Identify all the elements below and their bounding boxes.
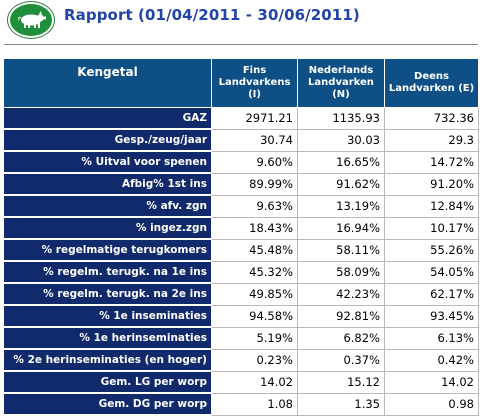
cell-nederlands: 16.65%: [298, 151, 385, 173]
cell-deens: 0.42%: [385, 349, 479, 371]
column-header-nederlands-landvarken: [298, 59, 385, 108]
row-label: % regelmatige terugkomers: [4, 239, 212, 261]
cell-deens: 0.98: [385, 393, 479, 415]
row-label: Afbig% 1st ins: [4, 173, 212, 195]
cell-fins: 5.19%: [212, 327, 298, 349]
row-label: % afv. zgn: [4, 195, 212, 217]
cell-nederlands: 13.19%: [298, 195, 385, 217]
cell-nederlands: 15.12: [298, 371, 385, 393]
header-line: (I): [248, 89, 261, 100]
row-label: % regelm. terugk. na 2e ins: [4, 283, 212, 305]
table-header-row: [4, 59, 479, 108]
cell-deens: 62.17%: [385, 283, 479, 305]
cell-nederlands: 58.11%: [298, 239, 385, 261]
header-line: Nederlands: [308, 65, 374, 76]
report-header: [0, 0, 482, 38]
row-label: % 1e herinseminaties: [4, 327, 212, 349]
header-line: Deens: [414, 71, 449, 82]
table-row: [4, 129, 479, 151]
row-label: % regelm. terugk. na 1e ins: [4, 261, 212, 283]
cell-deens: 93.45%: [385, 305, 479, 327]
table-row: [4, 261, 479, 283]
cell-fins: 2971.21: [212, 108, 298, 130]
cell-fins: 9.60%: [212, 151, 298, 173]
cell-fins: 94.58%: [212, 305, 298, 327]
row-label: % 1e inseminaties: [4, 305, 212, 327]
table-row: [4, 327, 479, 349]
cell-fins: 89.99%: [212, 173, 298, 195]
cell-deens: 14.72%: [385, 151, 479, 173]
kengetallen-table: [3, 58, 479, 416]
cell-deens: 732.36: [385, 108, 479, 130]
cell-nederlands: 42.23%: [298, 283, 385, 305]
cell-fins: 9.63%: [212, 195, 298, 217]
cell-deens: 91.20%: [385, 173, 479, 195]
row-label: Gem. DG per worp: [4, 393, 212, 415]
cell-deens: 29.3: [385, 129, 479, 151]
column-header-kengetal: Kengetal: [4, 59, 212, 108]
column-header-fins-landvarkens: [212, 59, 298, 108]
table-row: [4, 283, 479, 305]
pig-icon: [8, 2, 54, 38]
cell-fins: 49.85%: [212, 283, 298, 305]
cell-fins: 30.74: [212, 129, 298, 151]
table-row: [4, 393, 479, 415]
cell-nederlands: 0.37%: [298, 349, 385, 371]
cell-nederlands: 58.09%: [298, 261, 385, 283]
cell-nederlands: 30.03: [298, 129, 385, 151]
table-row: [4, 349, 479, 371]
cell-deens: 10.17%: [385, 217, 479, 239]
row-label: % ingez.zgn: [4, 217, 212, 239]
cell-nederlands: 6.82%: [298, 327, 385, 349]
header-divider: [4, 44, 478, 45]
table-row: [4, 195, 479, 217]
table-row: [4, 371, 479, 393]
cell-fins: 18.43%: [212, 217, 298, 239]
table-row: [4, 217, 479, 239]
cell-nederlands: 92.81%: [298, 305, 385, 327]
row-label: Gesp./zeug/jaar: [4, 129, 212, 151]
cell-fins: 14.02: [212, 371, 298, 393]
table-row: [4, 108, 479, 130]
table-row: [4, 239, 479, 261]
table-row: [4, 151, 479, 173]
cell-deens: 55.26%: [385, 239, 479, 261]
cell-fins: 45.48%: [212, 239, 298, 261]
cell-nederlands: 1.35: [298, 393, 385, 415]
cell-fins: 0.23%: [212, 349, 298, 371]
row-label: % Uitval voor spenen: [4, 151, 212, 173]
header-line: Fins: [242, 65, 267, 76]
cell-deens: 12.84%: [385, 195, 479, 217]
table-row: [4, 305, 479, 327]
cell-deens: 54.05%: [385, 261, 479, 283]
header-line: Landvarken (E): [388, 83, 475, 94]
cell-fins: 1.08: [212, 393, 298, 415]
row-label: GAZ: [4, 108, 212, 130]
cell-fins: 45.32%: [212, 261, 298, 283]
table-row: [4, 173, 479, 195]
header-line: Landvarkens: [218, 77, 291, 88]
column-header-deens-landvarken: [385, 59, 479, 108]
cell-nederlands: 1135.93: [298, 108, 385, 130]
cell-deens: 6.13%: [385, 327, 479, 349]
cell-deens: 14.02: [385, 371, 479, 393]
cell-nederlands: 91.62%: [298, 173, 385, 195]
header-line: Landvarken (N): [308, 77, 374, 100]
page-title: Rapport (01/04/2011 - 30/06/2011): [64, 6, 360, 24]
cell-nederlands: 16.94%: [298, 217, 385, 239]
row-label: % 2e herinseminaties (en hoger): [4, 349, 212, 371]
row-label: Gem. LG per worp: [4, 371, 212, 393]
